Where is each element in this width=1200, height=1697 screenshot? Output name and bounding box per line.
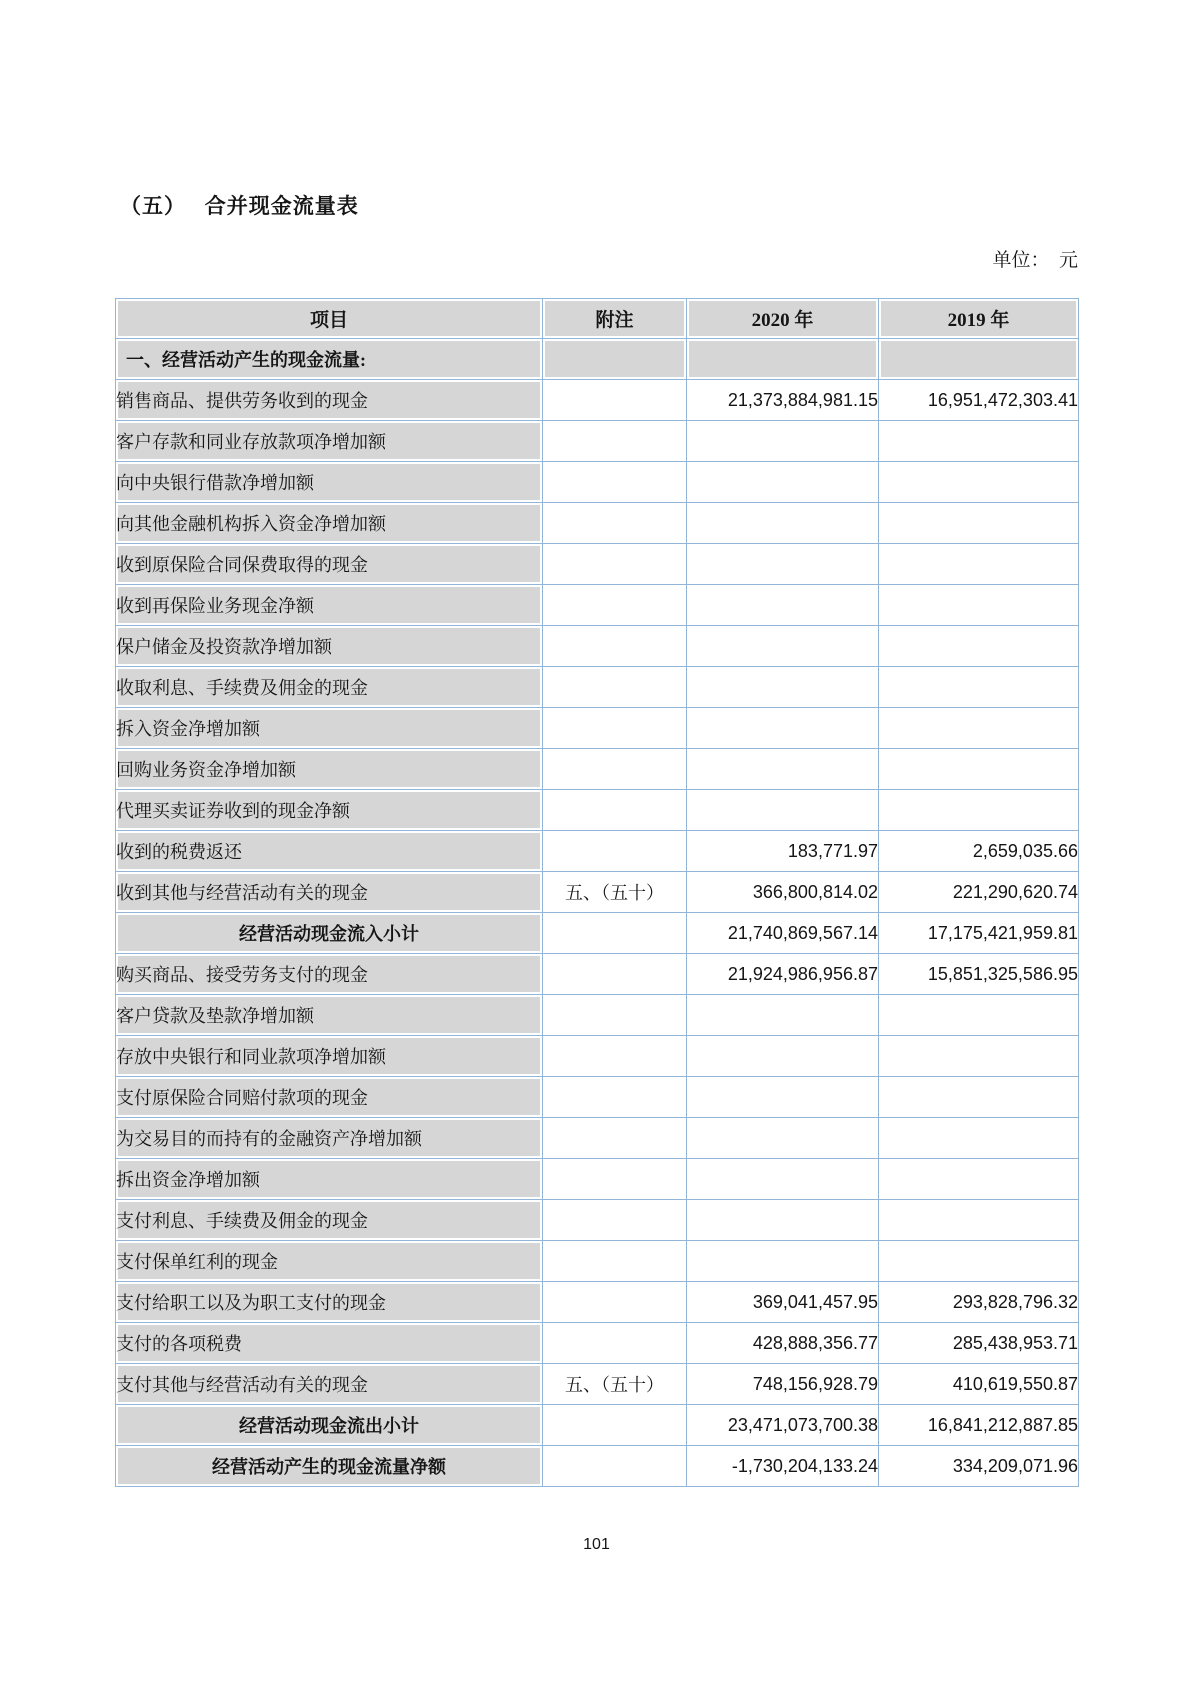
item-cell: 支付其他与经营活动有关的现金 bbox=[116, 1364, 543, 1405]
item-cell: 经营活动产生的现金流量净额 bbox=[116, 1446, 543, 1487]
amount-2019-cell bbox=[879, 503, 1079, 544]
column-header-item: 项目 bbox=[116, 299, 543, 339]
item-cell: 一、经营活动产生的现金流量: bbox=[116, 339, 543, 380]
amount-2019-cell: 293,828,796.32 bbox=[879, 1282, 1079, 1323]
note-cell bbox=[543, 1200, 687, 1241]
table-row bbox=[116, 1036, 1079, 1077]
amount-2019-cell bbox=[879, 421, 1079, 462]
amount-2020-cell: 428,888,356.77 bbox=[687, 1323, 879, 1364]
note-cell bbox=[543, 790, 687, 831]
note-cell bbox=[543, 708, 687, 749]
amount-2020-cell bbox=[687, 503, 879, 544]
amount-2019-cell bbox=[879, 667, 1079, 708]
amount-2019-cell: 15,851,325,586.95 bbox=[879, 954, 1079, 995]
item-cell: 支付原保险合同赔付款项的现金 bbox=[116, 1077, 543, 1118]
amount-2019-cell bbox=[879, 1118, 1079, 1159]
table-row bbox=[116, 995, 1079, 1036]
amount-2019-cell bbox=[879, 749, 1079, 790]
note-cell: 五、（五十） bbox=[543, 1364, 687, 1405]
item-cell: 支付给职工以及为职工支付的现金 bbox=[116, 1282, 543, 1323]
note-cell bbox=[543, 1159, 687, 1200]
amount-2020-cell bbox=[687, 339, 879, 380]
amount-2020-cell bbox=[687, 544, 879, 585]
note-cell bbox=[543, 1323, 687, 1364]
amount-2019-cell: 221,290,620.74 bbox=[879, 872, 1079, 913]
subtotal-row bbox=[116, 1405, 1079, 1446]
amount-2020-cell bbox=[687, 708, 879, 749]
note-cell bbox=[543, 667, 687, 708]
note-cell bbox=[543, 380, 687, 421]
amount-2019-cell bbox=[879, 585, 1079, 626]
item-cell: 拆出资金净增加额 bbox=[116, 1159, 543, 1200]
item-cell: 支付的各项税费 bbox=[116, 1323, 543, 1364]
table-row bbox=[116, 1159, 1079, 1200]
item-cell: 存放中央银行和同业款项净增加额 bbox=[116, 1036, 543, 1077]
amount-2020-cell: 366,800,814.02 bbox=[687, 872, 879, 913]
amount-2020-cell bbox=[687, 462, 879, 503]
item-cell: 收到再保险业务现金净额 bbox=[116, 585, 543, 626]
item-cell: 客户贷款及垫款净增加额 bbox=[116, 995, 543, 1036]
amount-2020-cell: 21,924,986,956.87 bbox=[687, 954, 879, 995]
unit-label: 单位： 元 bbox=[992, 250, 1078, 271]
amount-2019-cell bbox=[879, 995, 1079, 1036]
amount-2019-cell bbox=[879, 544, 1079, 585]
item-cell: 收到其他与经营活动有关的现金 bbox=[116, 872, 543, 913]
amount-2020-cell bbox=[687, 626, 879, 667]
cash-flow-table bbox=[115, 298, 1079, 1487]
table-row bbox=[116, 1200, 1079, 1241]
amount-2019-cell bbox=[879, 1077, 1079, 1118]
amount-2020-cell bbox=[687, 1200, 879, 1241]
item-cell: 销售商品、提供劳务收到的现金 bbox=[116, 380, 543, 421]
item-cell: 支付利息、手续费及佣金的现金 bbox=[116, 1200, 543, 1241]
note-cell bbox=[543, 1446, 687, 1487]
item-cell: 回购业务资金净增加额 bbox=[116, 749, 543, 790]
item-cell: 向中央银行借款净增加额 bbox=[116, 462, 543, 503]
amount-2020-cell: -1,730,204,133.24 bbox=[687, 1446, 879, 1487]
note-cell bbox=[543, 585, 687, 626]
amount-2019-cell bbox=[879, 339, 1079, 380]
item-cell: 支付保单红利的现金 bbox=[116, 1241, 543, 1282]
note-cell bbox=[543, 1405, 687, 1446]
note-cell bbox=[543, 954, 687, 995]
note-cell bbox=[543, 1241, 687, 1282]
note-cell bbox=[543, 544, 687, 585]
amount-2019-cell: 16,841,212,887.85 bbox=[879, 1405, 1079, 1446]
table-row bbox=[116, 1118, 1079, 1159]
item-cell: 收到原保险合同保费取得的现金 bbox=[116, 544, 543, 585]
amount-2020-cell: 183,771.97 bbox=[687, 831, 879, 872]
item-cell: 客户存款和同业存放款项净增加额 bbox=[116, 421, 543, 462]
amount-2019-cell bbox=[879, 1200, 1079, 1241]
amount-2019-cell: 16,951,472,303.41 bbox=[879, 380, 1079, 421]
item-cell: 收到的税费返还 bbox=[116, 831, 543, 872]
table-row bbox=[116, 626, 1079, 667]
amount-2019-cell bbox=[879, 626, 1079, 667]
amount-2019-cell bbox=[879, 1241, 1079, 1282]
amount-2020-cell bbox=[687, 585, 879, 626]
note-cell bbox=[543, 1036, 687, 1077]
note-cell bbox=[543, 995, 687, 1036]
page-number: 101 bbox=[583, 1536, 610, 1553]
amount-2019-cell bbox=[879, 462, 1079, 503]
column-header-2020: 2020 年 bbox=[687, 299, 879, 339]
table-row bbox=[116, 1077, 1079, 1118]
table-row bbox=[116, 790, 1079, 831]
amount-2020-cell: 748,156,928.79 bbox=[687, 1364, 879, 1405]
amount-2020-cell: 21,740,869,567.14 bbox=[687, 913, 879, 954]
amount-2020-cell bbox=[687, 667, 879, 708]
amount-2020-cell bbox=[687, 1118, 879, 1159]
note-cell bbox=[543, 749, 687, 790]
amount-2020-cell bbox=[687, 1159, 879, 1200]
table-row bbox=[116, 1241, 1079, 1282]
amount-2020-cell bbox=[687, 1077, 879, 1118]
amount-2020-cell bbox=[687, 790, 879, 831]
amount-2019-cell: 334,209,071.96 bbox=[879, 1446, 1079, 1487]
column-header-2019: 2019 年 bbox=[879, 299, 1079, 339]
amount-2020-cell: 23,471,073,700.38 bbox=[687, 1405, 879, 1446]
item-cell: 保户储金及投资款净增加额 bbox=[116, 626, 543, 667]
table-row bbox=[116, 708, 1079, 749]
amount-2019-cell bbox=[879, 790, 1079, 831]
table-row bbox=[116, 872, 1079, 913]
item-cell: 经营活动现金流入小计 bbox=[116, 913, 543, 954]
note-cell bbox=[543, 503, 687, 544]
subtotal-row bbox=[116, 913, 1079, 954]
amount-2019-cell bbox=[879, 1036, 1079, 1077]
table-row bbox=[116, 1364, 1079, 1405]
note-cell bbox=[543, 421, 687, 462]
amount-2020-cell bbox=[687, 1036, 879, 1077]
amount-2019-cell: 410,619,550.87 bbox=[879, 1364, 1079, 1405]
table-row bbox=[116, 667, 1079, 708]
subtotal-row bbox=[116, 1446, 1079, 1487]
table-row bbox=[116, 1282, 1079, 1323]
note-cell bbox=[543, 1282, 687, 1323]
table-row bbox=[116, 1323, 1079, 1364]
table-row bbox=[116, 585, 1079, 626]
item-cell: 为交易目的而持有的金融资产净增加额 bbox=[116, 1118, 543, 1159]
table-row bbox=[116, 544, 1079, 585]
amount-2020-cell bbox=[687, 995, 879, 1036]
note-cell bbox=[543, 1077, 687, 1118]
table-row bbox=[116, 380, 1079, 421]
amount-2019-cell: 2,659,035.66 bbox=[879, 831, 1079, 872]
amount-2020-cell bbox=[687, 421, 879, 462]
item-cell: 收取利息、手续费及佣金的现金 bbox=[116, 667, 543, 708]
amount-2020-cell: 21,373,884,981.15 bbox=[687, 380, 879, 421]
column-header-note: 附注 bbox=[543, 299, 687, 339]
header-row bbox=[116, 299, 1079, 339]
amount-2019-cell bbox=[879, 708, 1079, 749]
amount-2020-cell bbox=[687, 1241, 879, 1282]
table-row bbox=[116, 749, 1079, 790]
table-row bbox=[116, 831, 1079, 872]
section-row bbox=[116, 339, 1079, 380]
note-cell bbox=[543, 831, 687, 872]
amount-2020-cell: 369,041,457.95 bbox=[687, 1282, 879, 1323]
amount-2019-cell: 17,175,421,959.81 bbox=[879, 913, 1079, 954]
amount-2019-cell: 285,438,953.71 bbox=[879, 1323, 1079, 1364]
item-cell: 代理买卖证券收到的现金净额 bbox=[116, 790, 543, 831]
item-cell: 经营活动现金流出小计 bbox=[116, 1405, 543, 1446]
table-row bbox=[116, 954, 1079, 995]
note-cell: 五、（五十） bbox=[543, 872, 687, 913]
note-cell bbox=[543, 339, 687, 380]
section-title: （五） 合并现金流量表 bbox=[120, 194, 359, 218]
table-row bbox=[116, 462, 1079, 503]
note-cell bbox=[543, 626, 687, 667]
amount-2019-cell bbox=[879, 1159, 1079, 1200]
table-row bbox=[116, 503, 1079, 544]
item-cell: 购买商品、接受劳务支付的现金 bbox=[116, 954, 543, 995]
table-row bbox=[116, 421, 1079, 462]
note-cell bbox=[543, 1118, 687, 1159]
item-cell: 向其他金融机构拆入资金净增加额 bbox=[116, 503, 543, 544]
note-cell bbox=[543, 462, 687, 503]
item-cell: 拆入资金净增加额 bbox=[116, 708, 543, 749]
note-cell bbox=[543, 913, 687, 954]
amount-2020-cell bbox=[687, 749, 879, 790]
